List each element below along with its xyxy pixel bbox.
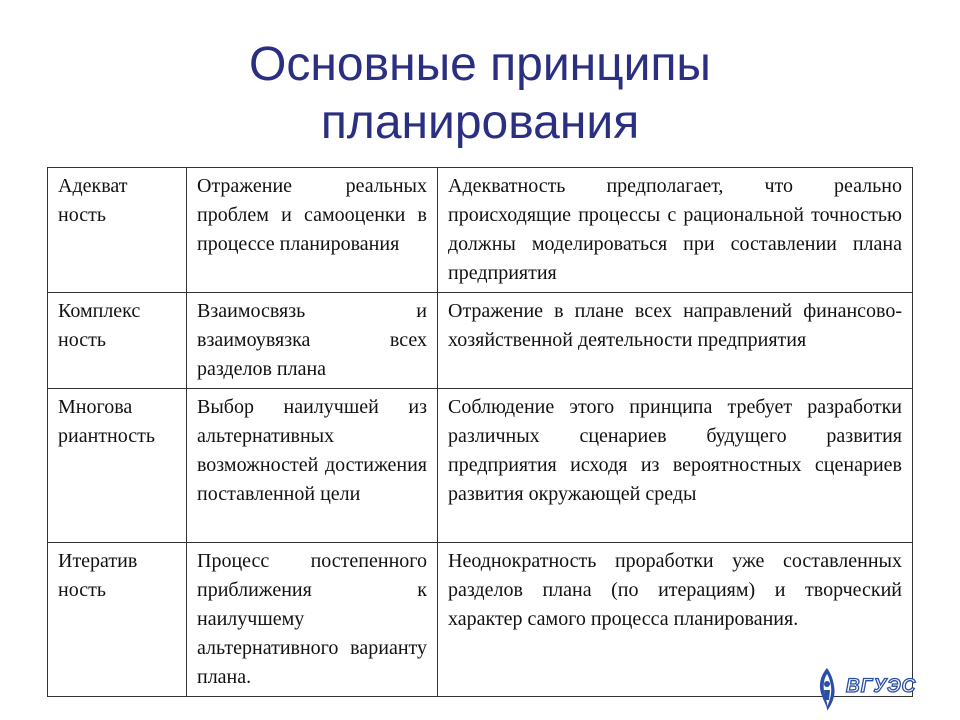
table-row xyxy=(48,389,913,543)
principle-explanation: Адекватность предполагает, что реально происходящие процессы с рациональной точностью должны моделироваться при составлении плана предприятия xyxy=(438,168,913,293)
principle-name-line: Комплекс xyxy=(58,300,141,322)
principle-name-line: Адекват xyxy=(58,175,128,197)
university-logo xyxy=(812,666,924,712)
principle-name-line: ность xyxy=(58,204,106,226)
principle-name-line: риантность xyxy=(58,425,155,447)
principle-name-line: Многова xyxy=(58,396,133,418)
principle-name-line: ность xyxy=(58,579,106,601)
title-line-1: Основные принципы xyxy=(249,38,711,91)
principle-description: Выбор наилучшей из альтернативных возможностей достижения поставленной цели xyxy=(187,389,438,543)
principle-description: Процесс постепенного приближения к наилучшему альтернативного варианту плана. xyxy=(187,543,438,697)
table-row xyxy=(48,168,913,293)
principle-description: Отражение реальных проблем и самооценки в процессе планирования xyxy=(187,168,438,293)
principle-explanation: Неоднократность проработки уже составленных разделов плана (по итерациям) и творческий характер самого процесса планирования. xyxy=(438,543,913,697)
principle-name-cell xyxy=(48,168,187,293)
slide-title xyxy=(0,36,960,152)
principle-name-cell xyxy=(48,389,187,543)
title-line-2: планирования xyxy=(320,96,640,149)
logo-text: ВГУЭС xyxy=(846,676,917,697)
principle-name-line: ность xyxy=(58,329,106,351)
table-row xyxy=(48,293,913,389)
principle-explanation: Отражение в плане всех направлений финансово-хозяйственной деятельности предприятия xyxy=(438,293,913,389)
principles-table xyxy=(47,167,913,697)
principle-explanation: Соблюдение этого принципа требует разработки различных сценариев будущего развития предприятия исходя из вероятностных сценариев развития окружающей среды xyxy=(438,389,913,543)
principle-name-line: Итератив xyxy=(58,550,138,572)
table-row xyxy=(48,543,913,697)
principle-name-cell xyxy=(48,293,187,389)
logo-emblem-icon xyxy=(812,666,842,712)
principle-name-cell xyxy=(48,543,187,697)
principle-description: Взаимосвязь и взаимоувязка всех разделов плана xyxy=(187,293,438,389)
